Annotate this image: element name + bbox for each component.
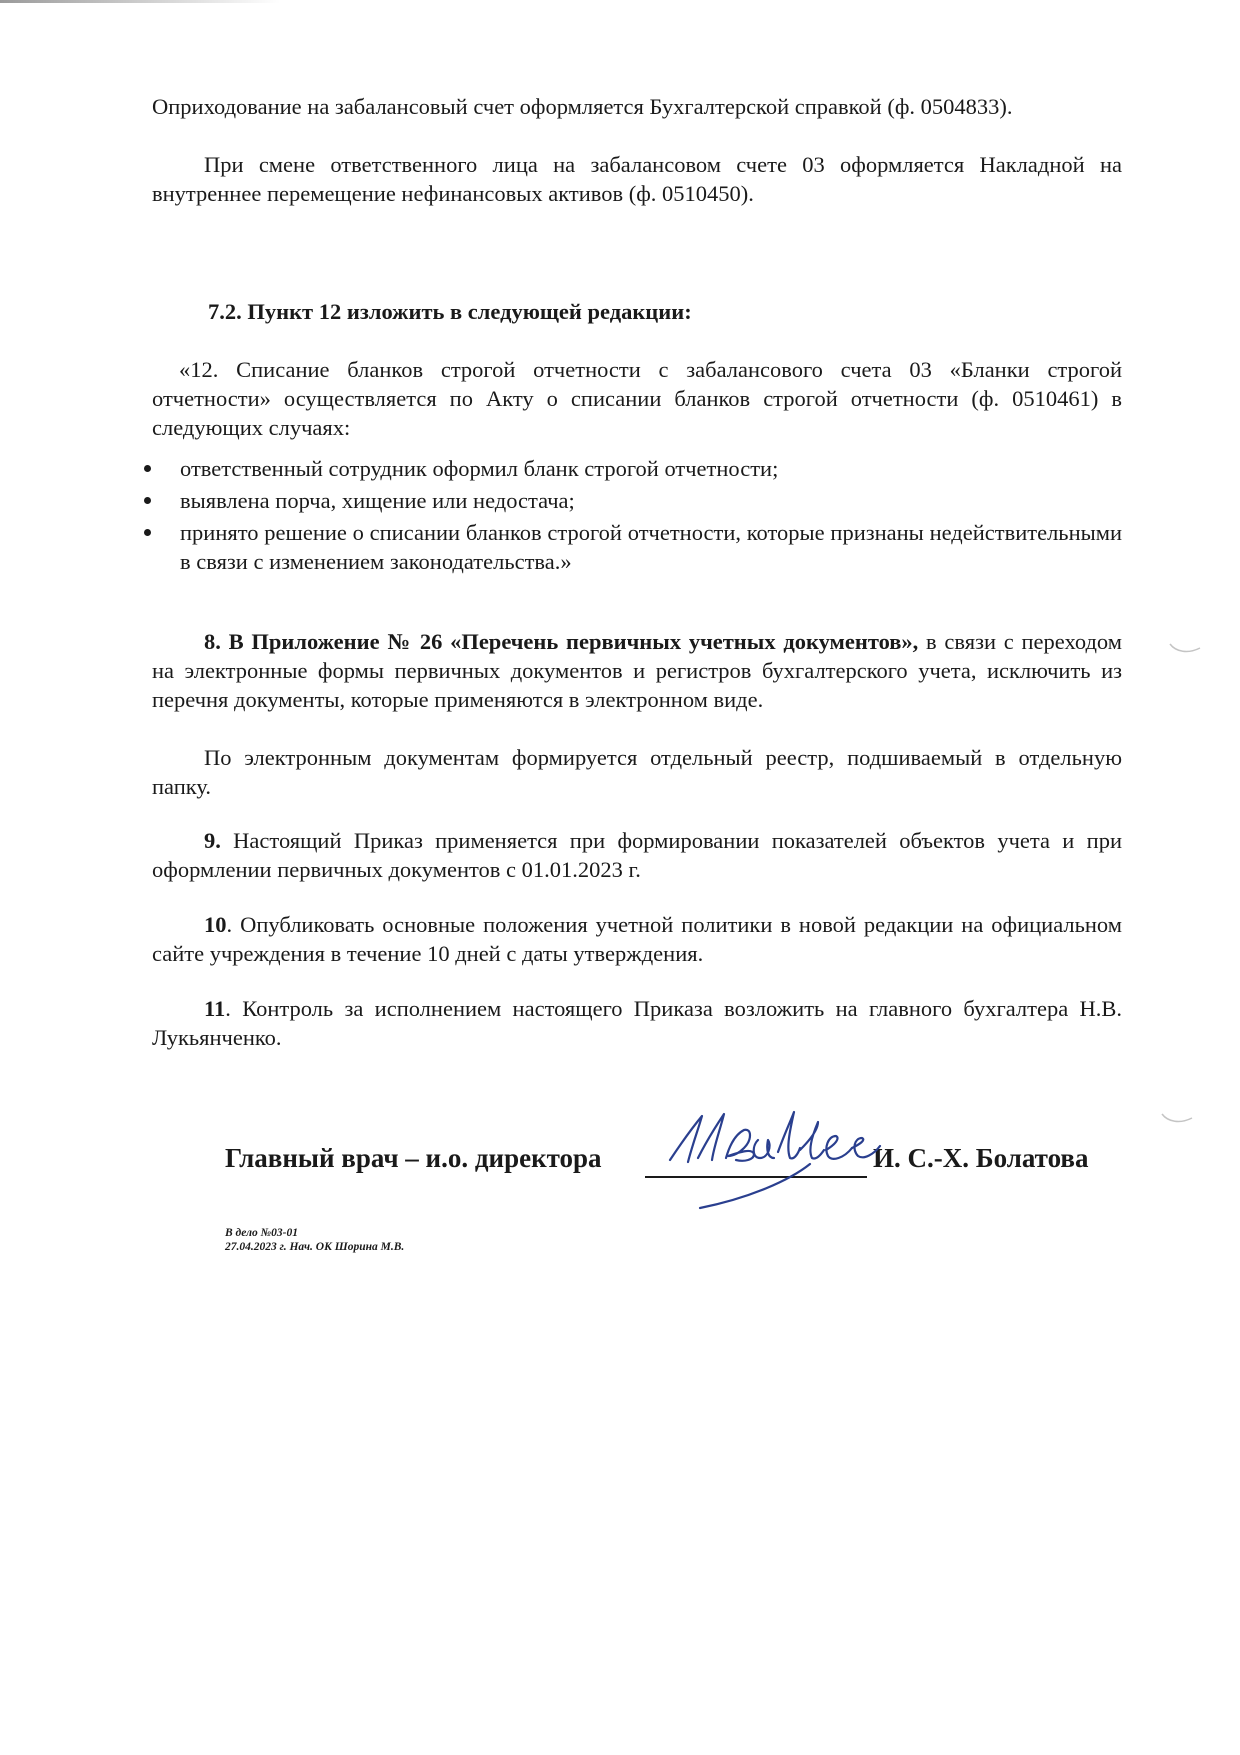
archive-date-responsible: 27.04.2023 г. Нач. ОК Шорина М.В. — [225, 1241, 405, 1253]
signer-title: Главный врач – и.о. директора — [225, 1143, 602, 1173]
handwritten-signature — [640, 1100, 900, 1210]
list-item: принято решение о списании бланков строгой отчетности, которые признаны недействительными в связи с изменением законодательства.» — [152, 518, 1122, 576]
paragraph-item-11 — [152, 994, 1122, 1052]
bullet-icon — [144, 497, 151, 504]
archive-case-number: В дело №03-01 — [225, 1227, 298, 1239]
item-9-text: Настоящий Приказ применяется при формировании показателей объектов учета и при оформлении первичных документов с 01.01.2023 г. — [152, 828, 1122, 882]
item-9-number: 9. — [204, 828, 221, 853]
paragraph-receipt: Оприходование на забалансовый счет оформляется Бухгалтерской справкой (ф. 0504833). — [152, 94, 1013, 119]
section-heading-7-2: 7.2. Пункт 12 изложить в следующей редакции: — [208, 299, 692, 324]
bullet-icon — [144, 529, 151, 536]
paragraph-responsible-change: При смене ответственного лица на забалансовом счете 03 оформляется Накладной на внутреннее перемещение нефинансовых активов (ф. 0510450). — [152, 152, 1122, 206]
paragraph-item-10 — [152, 910, 1122, 968]
item-8-lead: 8. В Приложение № 26 «Перечень первичных учетных документов», — [204, 629, 919, 654]
signature-strokes — [670, 1112, 880, 1208]
list-item: выявлена порча, хищение или недостача; — [152, 486, 1122, 515]
paragraph-registry: По электронным документам формируется отдельный реестр, подшиваемый в отдельную папку. — [152, 745, 1122, 799]
bullet-icon — [144, 465, 151, 472]
item-11-text: . Контроль за исполнением настоящего Приказа возложить на главного бухгалтера Н.В. Лукьянченко. — [152, 996, 1122, 1050]
writeoff-cases-list — [152, 454, 1122, 579]
item-8-text: в связи с переходом на электронные формы первичных документов и регистров бухгалтерского учета, исключить из перечня документы, которые применяются в электронном виде. — [152, 629, 1122, 712]
item-10-text: . Опубликовать основные положения учетной политики в новой редакции на официальном сайте учреждения в течение 10 дней с даты утверждения. — [152, 912, 1122, 966]
paragraph-item-12: «12. Списание бланков строгой отчетности с забалансового счета 03 «Бланки строгой отчетности» осуществляется по Акту о списании бланков строгой отчетности (ф. 0510461) в следующих случаях: — [152, 357, 1122, 440]
signer-name: И. С.-Х. Болатова — [873, 1143, 1089, 1173]
item-10-number: 10 — [204, 912, 227, 937]
scan-edge-mark — [0, 0, 280, 3]
archive-note — [225, 1226, 404, 1254]
scan-artifact — [1160, 1110, 1196, 1126]
paragraph-item-8 — [152, 627, 1122, 714]
list-item: ответственный сотрудник оформил бланк строгой отчетности; — [152, 454, 1122, 483]
paragraph-item-9 — [152, 826, 1122, 884]
scan-artifact — [1168, 640, 1204, 656]
item-11-number: 11 — [204, 996, 226, 1021]
